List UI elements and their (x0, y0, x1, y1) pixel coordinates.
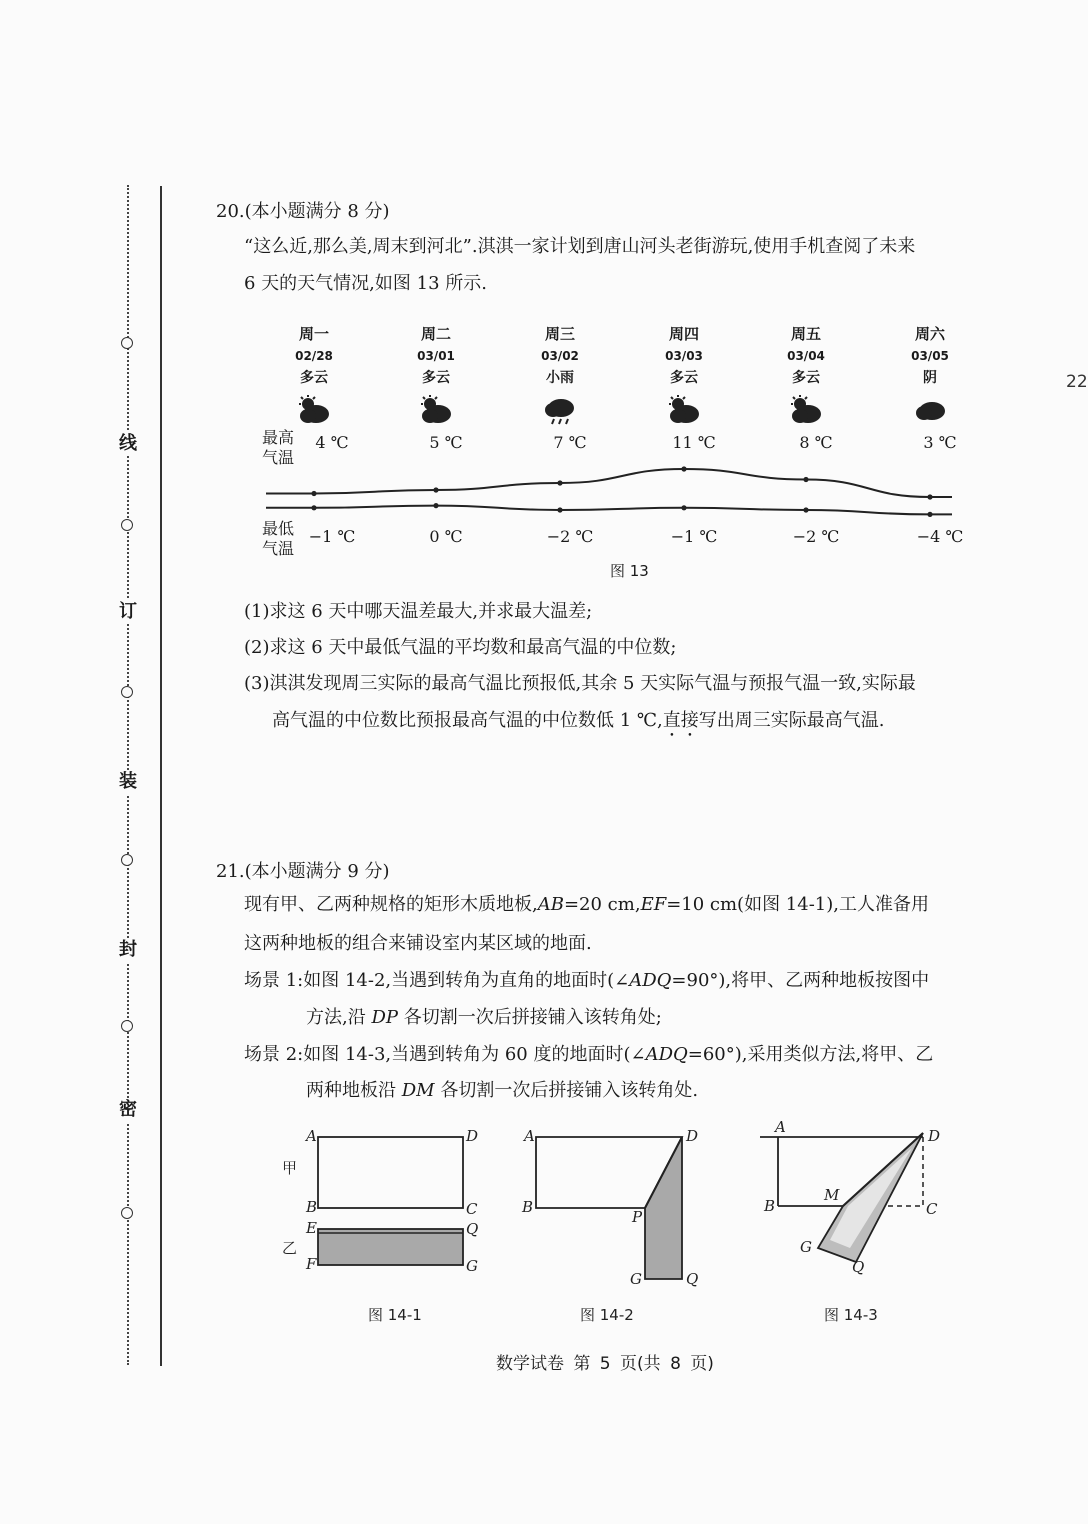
low-temp-value: −2 ℃ (792, 527, 840, 546)
fig1-label-e: E (306, 1219, 317, 1237)
segment-dp: DP (371, 1007, 398, 1028)
fig1-label-q: Q (466, 1220, 479, 1238)
low-temp-value: −4 ℃ (916, 527, 964, 546)
segment-dm: DM (401, 1080, 435, 1101)
q20-sub3-text-a: 高气温的中位数比预报最高气温的中位数低 1 ℃, (272, 710, 663, 731)
high-temp-value: 3 ℃ (923, 433, 957, 452)
fig1-label-yi: 乙 (282, 1239, 298, 1257)
fig3-label-a: A (775, 1118, 786, 1136)
page-footer: 数学试卷 第 5 页(共 8 页) (496, 1354, 714, 1374)
fig2-label-a: A (524, 1127, 535, 1145)
q21-heading: 21.(本小题满分 9 分) (216, 861, 390, 882)
text: =90°),将甲、乙两种地板按图中 (671, 970, 930, 991)
text: 方法,沿 (306, 1007, 372, 1028)
fig1-label-g: G (466, 1257, 478, 1275)
board-jia (318, 1137, 463, 1208)
board-yi-cut (645, 1137, 682, 1279)
forecast-condition: 多云 (670, 370, 698, 386)
forecast-condition: 小雨 (546, 370, 574, 386)
binding-char-mi: 密 (116, 1098, 140, 1122)
text: 现有甲、乙两种规格的矩形木质地板, (244, 894, 538, 915)
high-temp-label-2: 气温 (262, 448, 295, 467)
fig3-label-q: Q (852, 1258, 865, 1276)
fig2-label-g: G (630, 1270, 642, 1288)
forecast-date: 03/03 (665, 349, 703, 363)
binding-char-zhuang: 装 (116, 770, 140, 794)
fig3-label-m: M (824, 1186, 840, 1204)
high-temp-value: 11 ℃ (672, 433, 716, 452)
forecast-condition: 阴 (923, 370, 937, 386)
high-temp-value: 7 ℃ (553, 433, 587, 452)
forecast-weekday: 周三 (544, 325, 575, 343)
side-page-number: 22 (1066, 372, 1088, 392)
forecast-condition: 多云 (422, 370, 450, 386)
fig1-label-jia: 甲 (282, 1159, 298, 1177)
figure-14-1 (282, 1127, 478, 1324)
forecast-weekday: 周六 (914, 325, 945, 343)
forecast-weekday: 周二 (420, 325, 451, 343)
forecast-condition: 多云 (300, 370, 328, 386)
fig1-label-f: F (306, 1255, 317, 1273)
fig2-label-p: P (632, 1208, 643, 1226)
forecast-weekday: 周一 (298, 325, 329, 343)
fig3-label-c: C (926, 1200, 938, 1218)
fig1-label-b: B (306, 1198, 318, 1216)
segment-ab: AB (537, 894, 564, 915)
q20-sub3-emphasis: 直接 (662, 710, 699, 731)
figure-14-1-caption: 图 14-1 (368, 1306, 422, 1324)
low-temp-label-1: 最低 (262, 519, 295, 538)
text: 两种地板沿 (306, 1080, 402, 1101)
forecast-weekday: 周五 (790, 325, 821, 343)
fig1-label-c: C (466, 1200, 478, 1218)
text: 场景 2:如图 14-3,当遇到转角为 60 度的地面时(∠ (244, 1044, 646, 1065)
angle-adq: ADQ (629, 970, 672, 991)
q20-intro-line2: 6 天的天气情况,如图 13 所示. (244, 273, 487, 294)
fig3-label-b: B (764, 1197, 776, 1215)
q20-heading: 20.(本小题满分 8 分) (216, 201, 390, 222)
text: =10 cm(如图 14-1),工人准备用 (666, 894, 929, 915)
low-temp-value: −1 ℃ (308, 527, 356, 546)
forecast-date: 03/05 (911, 349, 949, 363)
high-temp-value: 4 ℃ (315, 433, 349, 452)
high-temp-value: 8 ℃ (799, 433, 833, 452)
q20-sub3-text-c: 写出周三实际最高气温. (698, 710, 885, 731)
fig3-label-d: D (928, 1127, 941, 1145)
binding-char-ding: 订 (116, 600, 140, 624)
forecast-date: 03/01 (417, 349, 455, 363)
high-temp-label-1: 最高 (262, 428, 295, 447)
angle-adq: ADQ (645, 1044, 688, 1065)
figure-13-caption: 图 13 (610, 562, 649, 580)
forecast-date: 03/04 (787, 349, 825, 363)
fig2-label-b: B (522, 1198, 534, 1216)
q20-sub2: (2)求这 6 天中最低气温的平均数和最高气温的中位数; (244, 637, 677, 658)
figure-14-3 (760, 1118, 940, 1324)
fig1-label-a: A (306, 1127, 317, 1145)
high-temp-value: 5 ℃ (429, 433, 463, 452)
q20-intro-line1: “这么近,那么美,周末到河北”.淇淇一家计划到唐山河头老街游玩,使用手机查阅了未来 (244, 236, 916, 257)
figure-14-3-caption: 图 14-3 (824, 1306, 878, 1324)
fig3-label-g: G (800, 1238, 812, 1256)
q20-sub1: (1)求这 6 天中哪天温差最大,并求最大温差; (244, 601, 593, 622)
text: 场景 1:如图 14-2,当遇到转角为直角的地面时(∠ (244, 970, 630, 991)
binding-char-feng: 封 (116, 938, 140, 962)
forecast-weekday: 周四 (668, 325, 699, 343)
fig1-label-d: D (466, 1127, 479, 1145)
text: =20 cm, (563, 894, 641, 915)
fig2-label-d: D (686, 1127, 699, 1145)
text: 各切割一次后拼接铺入该转角处. (434, 1080, 699, 1101)
fig2-label-q: Q (686, 1270, 699, 1288)
forecast-date: 03/02 (541, 349, 579, 363)
low-temp-label-2: 气温 (262, 539, 295, 558)
figure-14-2-caption: 图 14-2 (580, 1306, 634, 1324)
low-temp-value: −1 ℃ (670, 527, 718, 546)
forecast-date: 02/28 (295, 349, 333, 363)
low-temp-value: −2 ℃ (546, 527, 594, 546)
text: 各切割一次后拼接铺入该转角处; (398, 1007, 662, 1028)
figure-14-2 (521, 1127, 698, 1324)
binding-char-xian: 线 (116, 432, 140, 456)
text: =60°),采用类似方法,将甲、乙 (687, 1044, 934, 1065)
segment-ef: EF (640, 894, 667, 915)
q20-sub3-line1: (3)淇淇发现周三实际的最高气温比预报低,其余 5 天实际气温与预报气温一致,实际最 (244, 673, 916, 694)
forecast-condition: 多云 (792, 370, 820, 386)
board-yi (318, 1229, 463, 1265)
low-temp-value: 0 ℃ (429, 527, 463, 546)
q21-p1-line2: 这两种地板的组合来铺设室内某区域的地面. (244, 933, 592, 954)
